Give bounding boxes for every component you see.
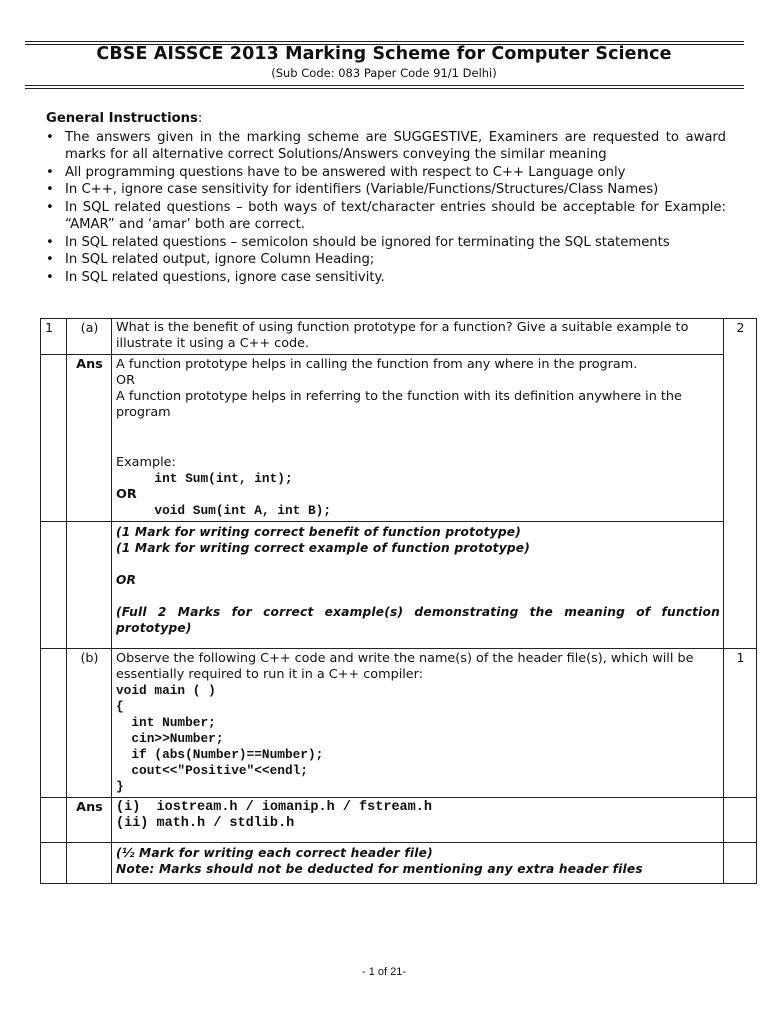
answer-label: Ans [67, 798, 112, 843]
answer-text: A function prototype helps in calling the function from any where in the program. [116, 357, 638, 372]
instructions-heading: General Instructions: [46, 111, 203, 126]
code-line: if (abs(Number)==Number); [116, 747, 324, 762]
question-cell [112, 649, 724, 798]
question-marks: 1 [724, 649, 757, 798]
instruction-item: • In SQL related questions, ignore case sensitivity. [46, 269, 726, 287]
instruction-item: • All programming questions have to be answered with respect to C++ Language only [46, 164, 726, 182]
marking-cell [112, 843, 724, 884]
answer-or: OR [116, 373, 135, 388]
instruction-item: • The answers given in the marking scheme are SUGGESTIVE, Examiners are requested to award marks for all alternative correct Solutions/Answers conveying the similar meaning [46, 129, 726, 164]
header-rule-2 [25, 88, 744, 89]
table-row-q1a-marking [41, 522, 757, 649]
table-row-q1a-question [41, 319, 757, 355]
table-row-q1a-answer [41, 355, 757, 522]
code-line: int Number; [116, 715, 216, 730]
code-line: cin>>Number; [116, 731, 224, 746]
code-line: { [116, 699, 124, 714]
answer-label: Ans [67, 355, 112, 522]
question-number: 1 [41, 319, 67, 355]
answer-cell [112, 355, 724, 522]
question-text: Observe the following C++ code and write the name(s) of the header file(s), which will be essentially required to run it in a C++ compiler: [116, 651, 694, 682]
instruction-item: • In SQL related output, ignore Column Heading; [46, 251, 726, 269]
general-instructions [46, 110, 726, 286]
marking-note: (1 Mark for writing correct benefit of function prototype) [116, 525, 522, 539]
marking-or: OR [116, 573, 137, 587]
code-line: int Sum(int, int); [116, 471, 293, 486]
example-label: Example: [116, 455, 176, 470]
document-subtitle: (Sub Code: 083 Paper Code 91/1 Delhi) [271, 66, 497, 80]
code-line: } [116, 779, 124, 794]
instruction-item: • In C++, ignore case sensitivity for identifiers (Variable/Functions/Structures/Class Names) [46, 181, 726, 199]
marking-note: (½ Mark for writing each correct header file) [116, 846, 433, 860]
marking-cell [112, 522, 724, 649]
question-text: What is the benefit of using function prototype for a function? Give a suitable example to illustrate it using a C++ code. [112, 319, 724, 355]
answer-header-files: (i) iostream.h / iomanip.h / fstream.h [116, 800, 432, 815]
marking-note: (Full 2 Marks for correct example(s) demonstrating the meaning of function prototype) [116, 605, 720, 635]
question-marks: 2 [724, 319, 757, 649]
instructions-list [46, 129, 726, 287]
answer-text: A function prototype helps in referring to the function with its definition anywhere in the program [116, 389, 682, 420]
instruction-item: • In SQL related questions – both ways of text/character entries should be acceptable for Example: “AMAR” and ‘amar’ both are correct. [46, 199, 726, 234]
answer-cell [112, 798, 724, 843]
code-line: void Sum(int A, int B); [116, 503, 332, 518]
question-part: (b) [67, 649, 112, 798]
instruction-item: • In SQL related questions – semicolon should be ignored for terminating the SQL statements [46, 234, 726, 252]
header-rule-1 [25, 85, 744, 86]
table-row-q1b-question [41, 649, 757, 798]
code-line: void main ( ) [116, 683, 216, 698]
marking-note: (1 Mark for writing correct example of function prototype) [116, 541, 530, 555]
table-row-q1b-answer [41, 798, 757, 843]
page-number: - 1 of 21- [361, 966, 407, 978]
table-row-q1b-marking [41, 843, 757, 884]
marking-note: Note: Marks should not be deducted for mentioning any extra header files [116, 862, 643, 876]
document-title: CBSE AISSCE 2013 Marking Scheme for Computer Science [96, 44, 672, 64]
question-part: (a) [67, 319, 112, 355]
code-line: cout<<"Positive"<<endl; [116, 763, 308, 778]
top-rule-1 [25, 41, 744, 42]
answer-header-files: (ii) math.h / stdlib.h [116, 816, 295, 831]
marking-scheme-table [40, 318, 757, 884]
code-or: OR [116, 487, 137, 502]
